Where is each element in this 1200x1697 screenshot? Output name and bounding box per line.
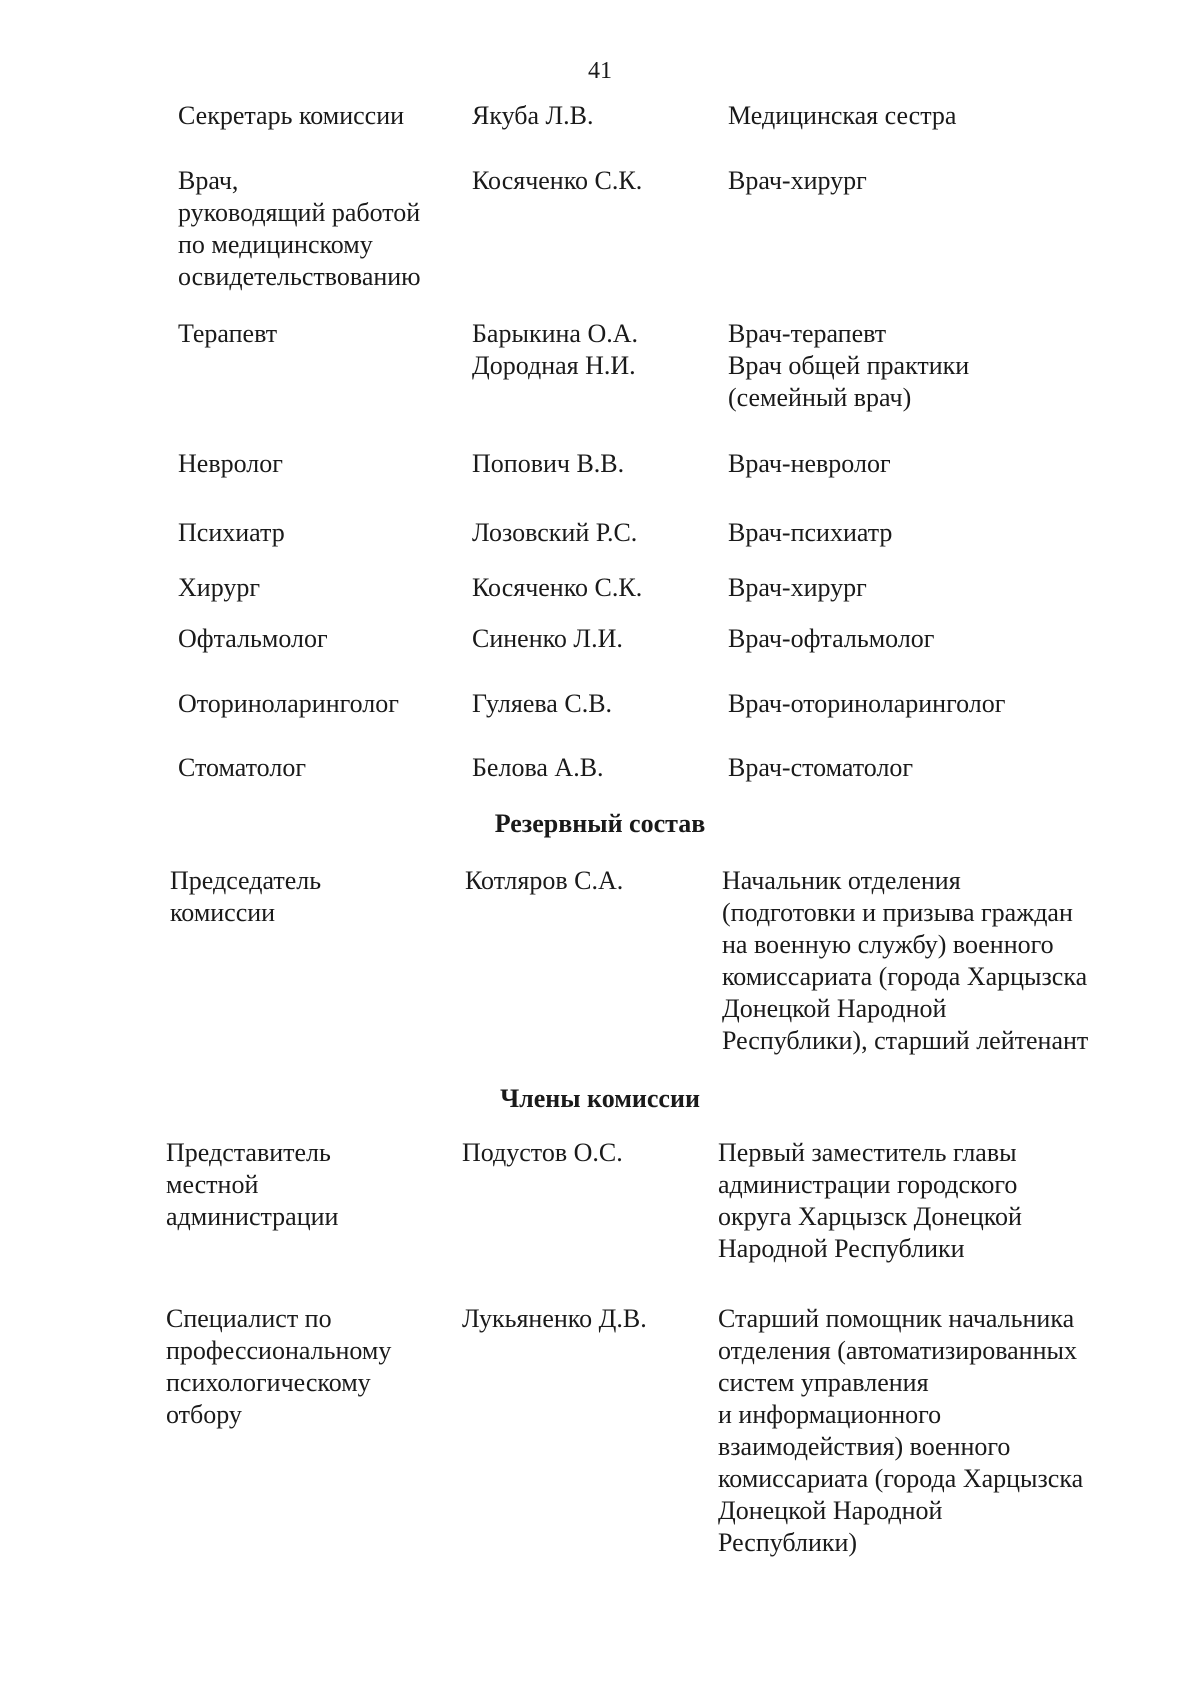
position-line: Старший помощник начальника: [718, 1304, 1075, 1333]
position-line: комиссариата (города Харцызска: [722, 962, 1088, 991]
name-cell: [472, 572, 702, 604]
position-cell: [728, 572, 1138, 604]
name-line: Лукьяненко Д.В.: [462, 1304, 647, 1333]
position-line: Медицинская сестра: [728, 101, 957, 130]
position-line: и информационного: [718, 1400, 942, 1429]
position-line: Республики): [718, 1528, 858, 1557]
position-line: (семейный врач): [728, 383, 912, 412]
name-line: Гуляева С.В.: [472, 689, 613, 718]
role-line: Хирург: [178, 573, 261, 602]
name-line: Косяченко С.К.: [472, 573, 643, 602]
role-line: освидетельствованию: [178, 262, 421, 291]
name-line: Косяченко С.К.: [472, 166, 643, 195]
name-line: Котляров С.А.: [465, 866, 624, 895]
name-line: Подустов О.С.: [462, 1138, 623, 1167]
name-cell: [462, 1303, 692, 1335]
role-cell: [178, 572, 448, 604]
role-cell: [178, 517, 448, 549]
name-line: Дородная Н.И.: [472, 351, 636, 380]
position-line: комиссариата (города Харцызска: [718, 1464, 1084, 1493]
position-cell: [728, 752, 1138, 784]
role-cell: [166, 1303, 436, 1431]
position-cell: [728, 517, 1138, 549]
role-cell: [170, 865, 440, 929]
position-line: Донецкой Народной: [718, 1496, 943, 1525]
role-cell: [178, 623, 448, 655]
position-line: округа Харцызск Донецкой: [718, 1202, 1022, 1231]
name-cell: [472, 623, 702, 655]
role-cell: [166, 1137, 436, 1233]
name-cell: [472, 752, 702, 784]
role-line: руководящий работой: [178, 198, 421, 227]
position-cell: [728, 688, 1138, 720]
name-cell: [465, 865, 695, 897]
role-line: Невролог: [178, 449, 283, 478]
role-line: Врач,: [178, 166, 239, 195]
name-cell: [472, 318, 702, 382]
name-line: Белова А.В.: [472, 753, 604, 782]
role-line: Специалист по: [166, 1304, 332, 1333]
role-cell: [178, 318, 448, 350]
position-line: Врач-психиатр: [728, 518, 893, 547]
name-line: Якуба Л.В.: [472, 101, 594, 130]
name-cell: [472, 165, 702, 197]
role-line: по медицинскому: [178, 230, 373, 259]
position-line: Врач-хирург: [728, 573, 867, 602]
position-line: Начальник отделения: [722, 866, 961, 895]
name-line: Лозовский Р.С.: [472, 518, 638, 547]
role-line: Психиатр: [178, 518, 285, 547]
position-line: Донецкой Народной: [722, 994, 947, 1023]
role-line: отбору: [166, 1400, 242, 1429]
role-line: Секретарь комиссии: [178, 101, 405, 130]
name-line: Попович В.В.: [472, 449, 625, 478]
role-line: профессиональному: [166, 1336, 392, 1365]
position-cell: [728, 318, 1138, 414]
role-line: Офтальмолог: [178, 624, 328, 653]
position-line: отделения (автоматизированных: [718, 1336, 1077, 1365]
position-line: на военную службу) военного: [722, 930, 1054, 959]
position-line: Врач-офтальмолог: [728, 624, 935, 653]
page-number: 41: [588, 58, 612, 84]
role-cell: [178, 448, 448, 480]
role-cell: [178, 688, 448, 720]
position-line: (подготовки и призыва граждан: [722, 898, 1073, 927]
role-line: Стоматолог: [178, 753, 306, 782]
position-cell: [728, 100, 1138, 132]
name-cell: [472, 100, 702, 132]
position-line: Врач-терапевт: [728, 319, 887, 348]
name-cell: [462, 1137, 692, 1169]
position-cell: [718, 1303, 1128, 1559]
role-line: комиссии: [170, 898, 276, 927]
name-cell: [472, 517, 702, 549]
role-line: местной: [166, 1170, 259, 1199]
name-cell: [472, 688, 702, 720]
position-line: Народной Республики: [718, 1234, 965, 1263]
position-line: систем управления: [718, 1368, 929, 1397]
position-line: взаимодействия) военного: [718, 1432, 1011, 1461]
role-cell: [178, 752, 448, 784]
position-line: администрации городского: [718, 1170, 1018, 1199]
position-line: Врач общей практики: [728, 351, 970, 380]
members-heading: Члены комиссии: [500, 1084, 700, 1113]
position-cell: [718, 1137, 1128, 1265]
position-cell: [728, 623, 1138, 655]
position-cell: [728, 165, 1138, 197]
position-cell: [722, 865, 1132, 1057]
role-cell: [178, 165, 448, 293]
position-cell: [728, 448, 1138, 480]
role-cell: [178, 100, 448, 132]
position-line: Врач-стоматолог: [728, 753, 914, 782]
role-line: Представитель: [166, 1138, 331, 1167]
name-line: Синенко Л.И.: [472, 624, 623, 653]
position-line: Врач-невролог: [728, 449, 891, 478]
position-line: Первый заместитель главы: [718, 1138, 1017, 1167]
role-line: Терапевт: [178, 319, 278, 348]
role-line: Председатель: [170, 866, 322, 895]
name-cell: [472, 448, 702, 480]
reserve-heading: Резервный состав: [494, 809, 706, 838]
position-line: Врач-хирург: [728, 166, 867, 195]
position-line: Республики), старший лейтенант: [722, 1026, 1089, 1055]
name-line: Барыкина О.А.: [472, 319, 638, 348]
role-line: психологическому: [166, 1368, 371, 1397]
position-line: Врач-оториноларинголог: [728, 689, 1006, 718]
role-line: администрации: [166, 1202, 339, 1231]
role-line: Оториноларинголог: [178, 689, 399, 718]
